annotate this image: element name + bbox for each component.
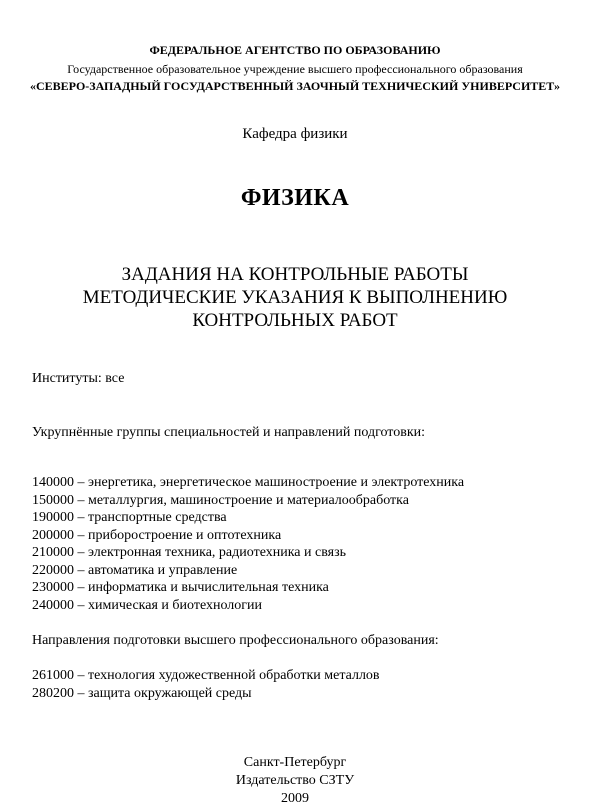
list-item: 261000 – технология художественной обработки металлов xyxy=(32,668,380,683)
list-item: 230000 – информатика и вычислительная техника xyxy=(32,580,329,595)
list-item: 150000 – металлургия, машиностроение и материалообработка xyxy=(32,492,409,508)
subtitle-line-2: МЕТОДИЧЕСКИЕ УКАЗАНИЯ К ВЫПОЛНЕНИЮ xyxy=(82,287,508,308)
subtitle-line-3: КОНТРОЛЬНЫХ РАБОТ xyxy=(192,310,398,331)
groups-list xyxy=(32,474,464,614)
directions-heading: Направления подготовки высшего профессионального образования: xyxy=(32,633,439,648)
university-name: «СЕВЕРО-ЗАПАДНЫЙ ГОСУДАРСТВЕННЫЙ ЗАОЧНЫЙ ТЕХНИЧЕСКИЙ УНИВЕРСИТЕТ» xyxy=(30,79,560,93)
department-name: Кафедра физики xyxy=(242,126,348,142)
groups-heading: Укрупнённые группы специальностей и направлений подготовки: xyxy=(32,425,426,440)
city: Санкт-Петербург xyxy=(243,755,347,770)
institution-type: Государственное образовательное учреждение высшего профессионального образования xyxy=(67,62,523,76)
list-item: 210000 – электронная техника, радиотехника и связь xyxy=(32,545,347,560)
list-item: 280200 – защита окружающей среды xyxy=(32,685,252,701)
publisher: Издательство СЗТУ xyxy=(235,773,355,788)
list-item: 220000 – автоматика и управление xyxy=(32,562,238,578)
document-title: ФИЗИКА xyxy=(240,185,350,211)
directions-list xyxy=(32,667,380,702)
subtitle-line-1: ЗАДАНИЯ НА КОНТРОЛЬНЫЕ РАБОТЫ xyxy=(121,264,469,285)
list-item: 240000 – химическая и биотехнологии xyxy=(32,597,262,613)
list-item: 140000 – энергетика, энергетическое машиностроение и электротехника xyxy=(32,475,465,490)
list-item: 200000 – приборостроение и оптотехника xyxy=(32,527,282,543)
list-item: 190000 – транспортные средства xyxy=(32,510,227,525)
agency-name: ФЕДЕРАЛЬНОЕ АГЕНТСТВО ПО ОБРАЗОВАНИЮ xyxy=(149,43,441,57)
institutes-line: Институты: все xyxy=(32,371,125,386)
year: 2009 xyxy=(281,791,309,806)
